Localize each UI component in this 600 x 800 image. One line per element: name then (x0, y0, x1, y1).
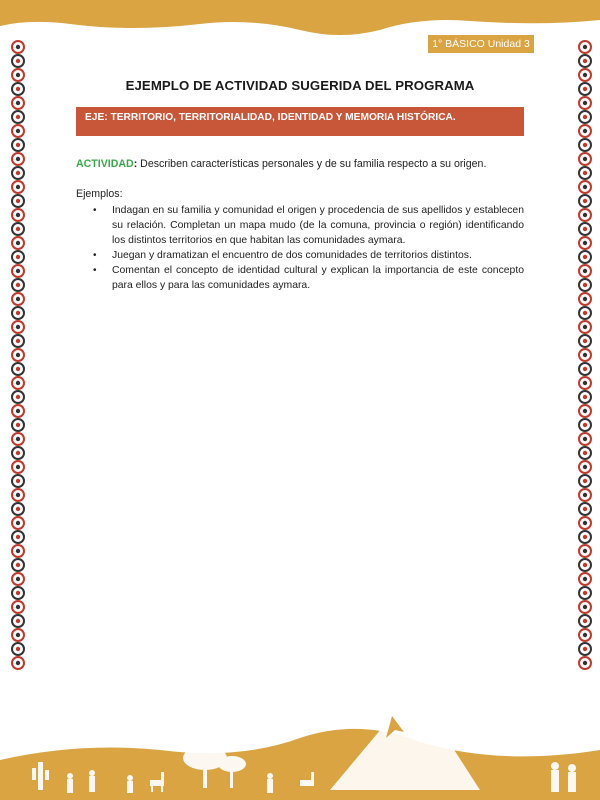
border-dot-icon (16, 367, 20, 371)
border-dot-icon (16, 465, 20, 469)
border-dot-icon (16, 255, 20, 259)
border-dot-icon (583, 129, 587, 133)
border-dot-icon (16, 45, 20, 49)
border-dot-icon (583, 45, 587, 49)
page-title: EJEMPLO DE ACTIVIDAD SUGERIDA DEL PROGRAMA (125, 78, 475, 93)
border-dot-icon (583, 479, 587, 483)
border-dot-icon (16, 381, 20, 385)
border-dot-icon (16, 549, 20, 553)
border-dot-icon (583, 367, 587, 371)
border-dot-icon (583, 507, 587, 511)
border-dot-icon (16, 633, 20, 637)
border-dot-icon (583, 549, 587, 553)
examples-list (76, 203, 524, 293)
border-dot-icon (583, 199, 587, 203)
border-dot-icon (583, 493, 587, 497)
border-dot-icon (16, 129, 20, 133)
border-dot-icon (16, 185, 20, 189)
list-item-text: Juegan y dramatizan el encuentro de dos comunidades de territorios distintos. (112, 250, 472, 261)
border-dot-icon (16, 325, 20, 329)
border-dot-icon (583, 115, 587, 119)
unit-tag: 1° BÁSICO Unidad 3 (428, 35, 534, 53)
border-dot-icon (583, 339, 587, 343)
border-dot-icon (583, 59, 587, 63)
border-dot-icon (583, 143, 587, 147)
border-dot-icon (16, 591, 20, 595)
border-dot-icon (16, 395, 20, 399)
border-dot-icon (583, 451, 587, 455)
border-dot-icon (16, 619, 20, 623)
activity-paragraph (76, 157, 526, 171)
border-dot-icon (16, 101, 20, 105)
list-item-text: Indagan en su familia y comunidad el origen y procedencia de sus apellidos y establecen su relación. Completan un mapa mudo (de la comuna, provincia o región) identificando los distintos territorios en que habitan las comunidades aymara. (112, 205, 524, 246)
border-dot-icon (583, 353, 587, 357)
border-dot-icon (16, 563, 20, 567)
list-item (76, 263, 524, 293)
border-dot-icon (16, 213, 20, 217)
border-dot-icon (16, 507, 20, 511)
border-dot-icon (583, 409, 587, 413)
border-dot-icon (583, 577, 587, 581)
axis-bar: EJE: TERRITORIO, TERRITORIALIDAD, IDENTIDAD Y MEMORIA HISTÓRICA. (76, 107, 524, 136)
border-dot-icon (16, 353, 20, 357)
top-decorative-band (0, 0, 600, 40)
border-dot-icon (16, 269, 20, 273)
border-dot-icon (583, 311, 587, 315)
border-dot-icon (583, 661, 587, 665)
activity-text: Describen características personales y de su familia respecto a su origen. (137, 158, 487, 170)
border-dot-icon (16, 311, 20, 315)
list-item-text: Comentan el concepto de identidad cultural y explican la importancia de este concepto para ellos y para las comunidades aymara. (112, 265, 524, 291)
border-dot-icon (16, 605, 20, 609)
list-item (76, 203, 524, 248)
border-dot-icon (583, 283, 587, 287)
border-dot-icon (16, 409, 20, 413)
border-pattern-svg (9, 40, 27, 672)
activity-colon: : (133, 158, 138, 170)
border-dot-icon (583, 297, 587, 301)
border-dot-icon (16, 199, 20, 203)
activity-label: ACTIVIDAD (76, 158, 134, 170)
border-dot-icon (16, 423, 20, 427)
examples-heading: Ejemplos: (76, 188, 123, 200)
border-dot-icon (16, 241, 20, 245)
border-dot-icon (583, 535, 587, 539)
border-dot-icon (16, 297, 20, 301)
border-dot-icon (16, 479, 20, 483)
border-dot-icon (16, 493, 20, 497)
border-dot-icon (583, 73, 587, 77)
border-dot-icon (583, 213, 587, 217)
border-dot-icon (583, 563, 587, 567)
bullet-icon: • (93, 205, 97, 216)
border-dot-icon (16, 59, 20, 63)
border-dot-icon (583, 171, 587, 175)
border-dot-icon (583, 227, 587, 231)
bottom-landscape-band (0, 680, 600, 800)
border-dot-icon (16, 661, 20, 665)
border-dot-icon (16, 577, 20, 581)
border-dot-icon (16, 157, 20, 161)
border-dot-icon (583, 591, 587, 595)
border-dot-icon (16, 339, 20, 343)
border-dot-icon (583, 605, 587, 609)
border-dot-icon (16, 437, 20, 441)
border-dot-icon (16, 647, 20, 651)
list-item (76, 248, 524, 263)
border-dot-icon (583, 255, 587, 259)
border-dot-icon (583, 241, 587, 245)
border-dot-icon (583, 619, 587, 623)
bullet-icon: • (93, 265, 97, 276)
border-dot-icon (583, 325, 587, 329)
bullet-icon: • (93, 250, 97, 261)
border-dot-icon (16, 73, 20, 77)
border-dot-icon (583, 647, 587, 651)
border-dot-icon (583, 521, 587, 525)
border-dot-icon (583, 157, 587, 161)
border-dot-icon (16, 227, 20, 231)
border-dot-icon (583, 395, 587, 399)
border-dot-icon (16, 283, 20, 287)
border-dot-icon (583, 185, 587, 189)
border-dot-icon (16, 521, 20, 525)
left-decorative-border (9, 40, 27, 672)
border-dot-icon (583, 437, 587, 441)
border-dot-icon (16, 143, 20, 147)
border-dot-icon (583, 101, 587, 105)
border-dot-icon (583, 633, 587, 637)
border-dot-icon (583, 269, 587, 273)
right-decorative-border (576, 40, 594, 672)
border-dot-icon (16, 451, 20, 455)
border-dot-icon (583, 423, 587, 427)
border-pattern-svg (576, 40, 594, 672)
border-dot-icon (583, 465, 587, 469)
border-dot-icon (16, 535, 20, 539)
border-dot-icon (16, 171, 20, 175)
border-dot-icon (16, 115, 20, 119)
border-dot-icon (583, 381, 587, 385)
